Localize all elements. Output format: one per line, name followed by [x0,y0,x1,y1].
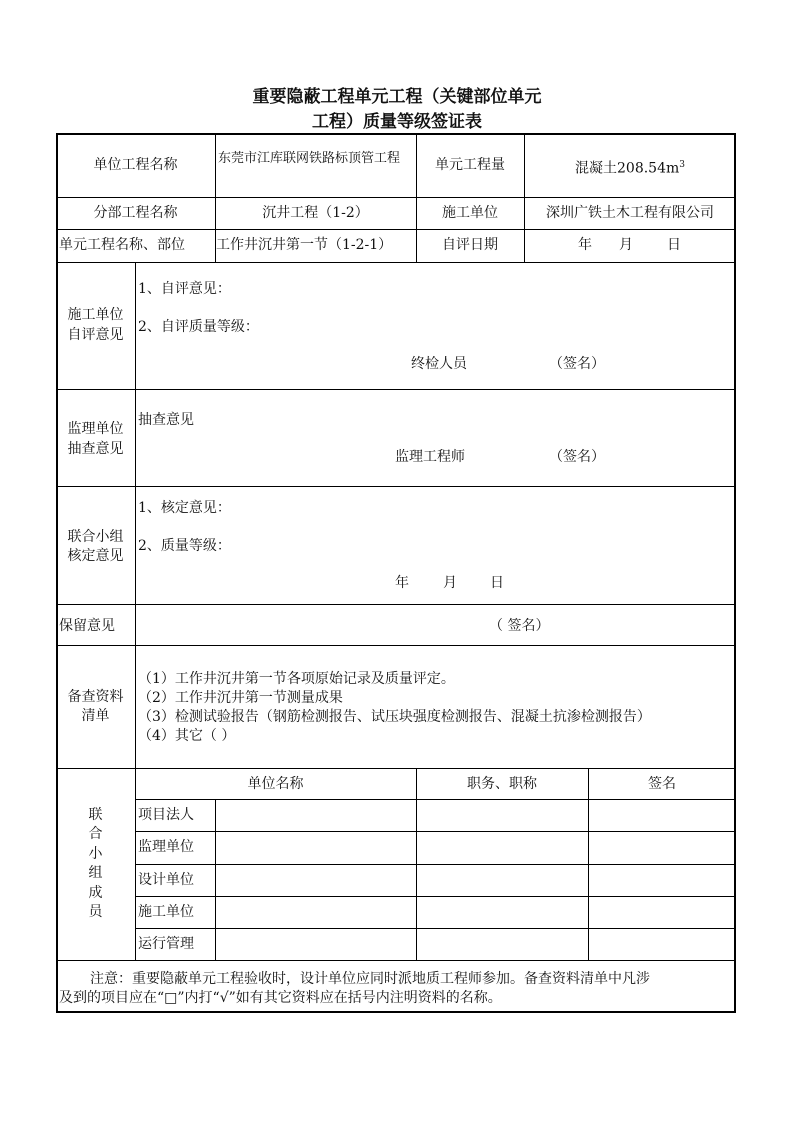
supervision-label-line2: 抽查意见 [67,441,124,457]
constructor-label: 施工单位 [442,205,498,221]
members-label-char: 员 [88,904,103,920]
joint-eval-opinion: 1、核定意见： [138,500,231,516]
rule-after-documents [56,768,736,769]
members-label-char: 成 [88,885,103,901]
rule-after-members [56,960,736,961]
members-col-unit-name: 单位名称 [247,776,304,792]
unit-project-value: 东莞市江库联网铁路标顶管工程 [218,151,401,166]
members-label-char: 组 [88,865,103,881]
form-title-line2: 工程）质量等级签证表 [312,112,482,132]
member-row-label: 运行管理 [138,936,194,952]
rule-header-col3 [524,133,525,262]
note-line1: 注意：重要隐蔽单元工程验收时，设计单位应同时派地质工程师参加。备查资料清单中凡涉 [90,971,650,987]
rule-members-row4 [135,928,736,929]
self-eval-label-line1: 施工单位 [67,307,124,323]
rule-after-supervision [56,486,736,487]
members-col-signature: 签名 [648,776,676,792]
rule-after-element-name [56,262,736,263]
rule-members-col-unit [215,799,216,960]
rule-label-column [135,262,136,960]
joint-eval-month: 月 [443,575,457,591]
rule-members-header [135,799,736,800]
document-item: （1）工作井沉井第一节各项原始记录及质量评定。 [138,671,455,687]
constructor-value: 深圳广铁土木工程有限公司 [546,205,714,221]
division-value: 沉井工程（1-2） [262,205,369,221]
element-quantity-unit-exponent: 3 [679,160,685,170]
rule-members-col-signature [588,768,589,960]
rule-members-row2 [135,864,736,865]
supervision-sign: （签名） [549,449,605,465]
form-title-line1: 重要隐蔽工程单元工程（关键部位单元 [252,87,542,107]
member-row-label: 设计单位 [138,872,194,888]
members-label-char: 小 [88,846,103,862]
final-inspector-sign: （签名） [549,356,605,372]
members-col-position: 职务、职称 [467,776,537,792]
reserved-label: 保留意见 [59,618,115,634]
division-label: 分部工程名称 [93,205,178,221]
unit-project-label: 单位工程名称 [93,157,178,173]
document-item: （3）检测试验报告（钢筋检测报告、试压块强度检测报告、混凝土抗渗检测报告） [138,709,651,725]
rule-after-division [56,229,736,230]
date-year: 年 [578,237,592,253]
supervision-engineer-label: 监理工程师 [395,449,465,465]
date-month: 月 [619,237,633,253]
self-eval-opinion: 1、自评意见： [138,281,231,297]
rule-members-col-position [416,768,417,960]
note-line2: 及到的项目应在“□”内打“√”如有其它资料应在括号内注明资料的名称。 [59,990,502,1006]
joint-eval-label-line2: 核定意见 [67,548,124,564]
rule-members-row1 [135,831,736,832]
rule-after-unit-project [56,197,736,198]
documents-label-line2: 清单 [81,708,110,724]
self-eval-label-line2: 自评意见 [67,327,124,343]
members-label-char: 联 [88,807,103,823]
joint-eval-year: 年 [395,575,409,591]
rule-after-joint-eval [56,604,736,605]
rule-members-row3 [135,896,736,897]
joint-eval-grade: 2、质量等级： [138,538,231,554]
element-quantity-value [524,156,736,178]
document-item: （4）其它（ ） [138,728,236,744]
joint-eval-day: 日 [490,575,504,591]
element-quantity-text: 混凝土208.54m [575,160,680,177]
rule-after-reserved [56,645,736,646]
date-day: 日 [667,237,681,253]
self-eval-date-label: 自评日期 [442,237,498,253]
member-row-label: 项目法人 [138,807,194,823]
documents-label-line1: 备查资料 [67,689,124,705]
supervision-opinion: 抽查意见 [138,412,194,428]
quality-certification-form [56,133,736,1013]
element-name-value: 工作井沉井第一节（1-2-1） [216,237,393,253]
supervision-label-line1: 监理单位 [67,421,124,437]
self-eval-grade: 2、自评质量等级： [138,319,259,335]
member-row-label: 监理单位 [138,839,194,855]
element-quantity-label: 单元工程量 [435,157,505,173]
joint-eval-label-line1: 联合小组 [67,529,124,545]
element-name-label: 单元工程名称、部位 [59,237,185,253]
document-item: （2）工作井沉井第一节测量成果 [138,690,343,706]
members-label-char: 合 [88,826,103,842]
rule-after-self-eval [56,389,736,390]
reserved-sign: （ 签名） [489,618,550,634]
member-row-label: 施工单位 [138,904,194,920]
final-inspector-label: 终检人员 [411,356,467,372]
